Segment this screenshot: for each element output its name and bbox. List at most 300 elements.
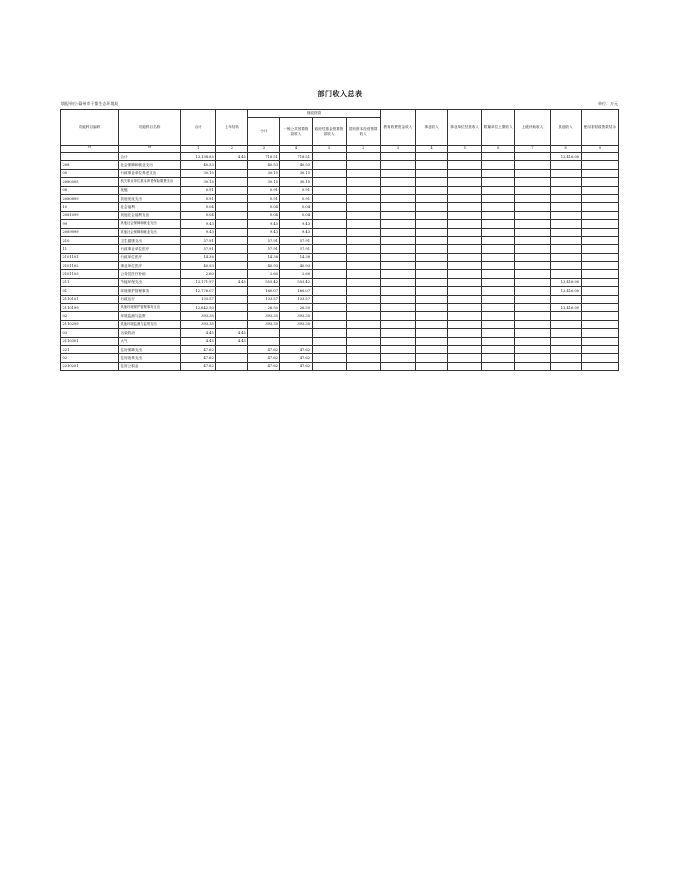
cell-subtotal: 160.07 xyxy=(248,287,280,295)
cell-code: 2210201 xyxy=(61,362,119,370)
cell-subordinate xyxy=(482,220,515,228)
cell-last-year xyxy=(216,169,248,177)
cell-special-fund xyxy=(380,270,415,278)
cell-last-year xyxy=(216,287,248,295)
cell-state-capital xyxy=(346,287,380,295)
cell-last-year xyxy=(216,178,248,186)
cell-subordinate xyxy=(482,287,515,295)
cell-business xyxy=(416,287,448,295)
cell-business xyxy=(416,245,448,253)
cell-total: 13,171.97 xyxy=(181,278,216,286)
cell-name: 行政事业单位医疗 xyxy=(118,245,180,253)
cell-general-budget: 0.04 xyxy=(280,211,312,219)
cell-subordinate xyxy=(482,312,515,320)
cell-state-capital xyxy=(346,161,380,169)
cell-general-budget: 2.60 xyxy=(280,270,312,278)
cell-gov-fund xyxy=(312,278,346,286)
cell-business xyxy=(416,304,448,312)
cell-subordinate xyxy=(482,320,515,328)
cell-total: 0.91 xyxy=(181,194,216,202)
cell-state-capital xyxy=(346,211,380,219)
cell-code: 08 xyxy=(61,186,119,194)
cell-subordinate xyxy=(482,337,515,345)
header-fiscal-group: 财政拨款 xyxy=(248,110,380,118)
cell-state-capital xyxy=(346,354,380,362)
cell-total: 9.43 xyxy=(181,220,216,228)
column-index-cell: 8 xyxy=(550,146,581,153)
cell-non-fiscal xyxy=(581,203,618,211)
cell-name: 行政事业单位养老支出 xyxy=(118,169,180,177)
column-index-cell: 2 xyxy=(216,146,248,153)
cell-subtotal: 47.62 xyxy=(248,345,280,353)
cell-gov-fund xyxy=(312,169,346,177)
cell-non-fiscal xyxy=(581,178,618,186)
cell-general-budget: 47.62 xyxy=(280,345,312,353)
cell-code: 03 xyxy=(61,329,119,337)
cell-non-fiscal xyxy=(581,228,618,236)
table-row xyxy=(61,253,619,261)
cell-operating xyxy=(448,262,482,270)
cell-special-fund xyxy=(380,161,415,169)
column-index-cell: ** xyxy=(118,146,180,153)
cell-operating xyxy=(448,354,482,362)
cell-gov-fund xyxy=(312,236,346,244)
cell-gov-fund xyxy=(312,194,346,202)
cell-business xyxy=(416,169,448,177)
cell-name: 机关事业单位基本养老保险缴费支出 xyxy=(118,178,180,186)
cell-non-fiscal xyxy=(581,329,618,337)
cell-subtotal: 14.38 xyxy=(248,253,280,261)
cell-state-capital xyxy=(346,169,380,177)
cell-gov-fund xyxy=(312,329,346,337)
cell-subtotal: 718.51 xyxy=(248,153,280,161)
cell-special-fund xyxy=(380,354,415,362)
cell-last-year xyxy=(216,262,248,270)
table-row xyxy=(61,186,619,194)
cell-non-fiscal xyxy=(581,354,618,362)
cell-name: 合计 xyxy=(118,153,180,161)
cell-business xyxy=(416,236,448,244)
cell-general-budget: 30.15 xyxy=(280,169,312,177)
cell-business xyxy=(416,220,448,228)
cell-subordinate xyxy=(482,278,515,286)
cell-state-capital xyxy=(346,329,380,337)
cell-subordinate xyxy=(482,236,515,244)
cell-operating xyxy=(448,245,482,253)
cell-last-year: 4.45 xyxy=(216,153,248,161)
cell-subtotal xyxy=(248,337,280,345)
cell-name: 大气 xyxy=(118,337,180,345)
cell-special-fund xyxy=(380,329,415,337)
cell-superior xyxy=(515,211,550,219)
cell-gov-fund xyxy=(312,186,346,194)
cell-state-capital xyxy=(346,228,380,236)
cell-subtotal: 553.42 xyxy=(248,278,280,286)
cell-business xyxy=(416,278,448,286)
cell-last-year: 4.45 xyxy=(216,337,248,345)
cell-operating xyxy=(448,362,482,370)
cell-non-fiscal xyxy=(581,253,618,261)
cell-code: 210 xyxy=(61,236,119,244)
cell-operating xyxy=(448,186,482,194)
cell-general-budget: 30.15 xyxy=(280,178,312,186)
cell-subtotal: 40.53 xyxy=(248,161,280,169)
cell-name: 卫生健康支出 xyxy=(118,236,180,244)
table-row xyxy=(61,211,619,219)
cell-general-budget: 47.62 xyxy=(280,362,312,370)
header-code: 功能科目编码 xyxy=(61,110,119,146)
cell-subordinate xyxy=(482,304,515,312)
header-state-capital: 国有资本经营预算收入 xyxy=(346,118,380,146)
cell-gov-fund xyxy=(312,270,346,278)
cell-total: 30.15 xyxy=(181,178,216,186)
cell-subordinate xyxy=(482,354,515,362)
table-row xyxy=(61,329,619,337)
header-operating: 事业单位经营收入 xyxy=(448,110,482,146)
cell-gov-fund xyxy=(312,203,346,211)
cell-other xyxy=(550,295,581,303)
cell-non-fiscal xyxy=(581,236,618,244)
cell-code: 2080505 xyxy=(61,178,119,186)
cell-special-fund xyxy=(380,253,415,261)
cell-total: 4.45 xyxy=(181,337,216,345)
cell-name: 住房改革支出 xyxy=(118,354,180,362)
cell-state-capital xyxy=(346,295,380,303)
cell-gov-fund xyxy=(312,304,346,312)
cell-superior xyxy=(515,345,550,353)
cell-gov-fund xyxy=(312,354,346,362)
cell-special-fund xyxy=(380,295,415,303)
cell-special-fund xyxy=(380,304,415,312)
cell-state-capital xyxy=(346,194,380,202)
cell-total: 47.62 xyxy=(181,362,216,370)
cell-state-capital xyxy=(346,186,380,194)
cell-last-year xyxy=(216,354,248,362)
cell-special-fund xyxy=(380,312,415,320)
cell-other xyxy=(550,220,581,228)
cell-subordinate xyxy=(482,262,515,270)
cell-code: 2101101 xyxy=(61,253,119,261)
cell-superior xyxy=(515,320,550,328)
cell-gov-fund xyxy=(312,253,346,261)
cell-superior xyxy=(515,278,550,286)
cell-last-year xyxy=(216,220,248,228)
cell-special-fund xyxy=(380,186,415,194)
column-index-cell: ** xyxy=(61,146,119,153)
cell-superior xyxy=(515,312,550,320)
cell-subordinate xyxy=(482,194,515,202)
cell-code: 2110101 xyxy=(61,295,119,303)
cell-code: 02 xyxy=(61,354,119,362)
cell-subordinate xyxy=(482,178,515,186)
cell-superior xyxy=(515,362,550,370)
cell-code: 99 xyxy=(61,220,119,228)
cell-code: 2080899 xyxy=(61,194,119,202)
column-index-cell: 9 xyxy=(581,146,618,153)
cell-business xyxy=(416,270,448,278)
income-summary-table xyxy=(60,109,619,371)
cell-last-year xyxy=(216,194,248,202)
cell-special-fund xyxy=(380,278,415,286)
cell-superior xyxy=(515,253,550,261)
cell-gov-fund xyxy=(312,228,346,236)
cell-general-budget: 9.43 xyxy=(280,228,312,236)
cell-operating xyxy=(448,228,482,236)
cell-operating xyxy=(448,178,482,186)
cell-name: 环境保护管理事务 xyxy=(118,287,180,295)
cell-operating xyxy=(448,278,482,286)
column-index-cell: 3 xyxy=(380,146,415,153)
reporting-unit: 填报单位:赣州市于都生态环境局 xyxy=(61,101,119,106)
cell-general-budget: 718.51 xyxy=(280,153,312,161)
column-index-cell: 1 xyxy=(181,146,216,153)
cell-other xyxy=(550,178,581,186)
cell-subordinate xyxy=(482,253,515,261)
cell-non-fiscal xyxy=(581,337,618,345)
cell-state-capital xyxy=(346,153,380,161)
cell-general-budget: 57.91 xyxy=(280,236,312,244)
cell-other xyxy=(550,262,581,270)
header-gov-fund: 政府性基金预算拨款收入 xyxy=(312,118,346,146)
cell-last-year xyxy=(216,203,248,211)
cell-business xyxy=(416,345,448,353)
cell-name: 其他环境监测与监察支出 xyxy=(118,320,180,328)
cell-operating xyxy=(448,194,482,202)
cell-special-fund xyxy=(380,320,415,328)
cell-code xyxy=(61,153,119,161)
cell-subtotal: 26.50 xyxy=(248,304,280,312)
cell-general-budget: 57.91 xyxy=(280,245,312,253)
column-index-cell: 2 xyxy=(346,146,380,153)
cell-general-budget: 553.42 xyxy=(280,278,312,286)
cell-other xyxy=(550,354,581,362)
cell-superior xyxy=(515,220,550,228)
cell-state-capital xyxy=(346,304,380,312)
cell-last-year xyxy=(216,320,248,328)
cell-business xyxy=(416,211,448,219)
header-other: 其他收入 xyxy=(550,110,581,146)
cell-total: 2.60 xyxy=(181,270,216,278)
cell-state-capital xyxy=(346,362,380,370)
cell-business xyxy=(416,312,448,320)
cell-name: 事业单位医疗 xyxy=(118,262,180,270)
header-business: 事业收入 xyxy=(416,110,448,146)
cell-operating xyxy=(448,220,482,228)
cell-name: 公务员医疗补助 xyxy=(118,270,180,278)
cell-operating xyxy=(448,253,482,261)
table-row xyxy=(61,287,619,295)
cell-name: 社会福利 xyxy=(118,203,180,211)
table-row xyxy=(61,161,619,169)
cell-business xyxy=(416,354,448,362)
cell-superior xyxy=(515,178,550,186)
cell-subordinate xyxy=(482,203,515,211)
cell-superior xyxy=(515,228,550,236)
header-total: 合计 xyxy=(181,110,216,146)
cell-state-capital xyxy=(346,253,380,261)
cell-general-budget: 0.04 xyxy=(280,203,312,211)
cell-subordinate xyxy=(482,295,515,303)
header-general-budget: 一般公共预算拨款收入 xyxy=(280,118,312,146)
cell-general-budget: 160.07 xyxy=(280,287,312,295)
cell-operating xyxy=(448,312,482,320)
cell-total: 9.43 xyxy=(181,228,216,236)
cell-operating xyxy=(448,287,482,295)
cell-other xyxy=(550,320,581,328)
cell-total: 0.91 xyxy=(181,186,216,194)
cell-last-year xyxy=(216,228,248,236)
cell-other xyxy=(550,203,581,211)
cell-code: 10 xyxy=(61,203,119,211)
cell-total: 57.91 xyxy=(181,236,216,244)
cell-name: 环境监测与监察 xyxy=(118,312,180,320)
cell-name: 其他环境保护管理事务支出 xyxy=(118,304,180,312)
cell-non-fiscal xyxy=(581,169,618,177)
cell-general-budget: 26.50 xyxy=(280,304,312,312)
cell-state-capital xyxy=(346,312,380,320)
cell-code: 05 xyxy=(61,169,119,177)
cell-last-year xyxy=(216,245,248,253)
cell-superior xyxy=(515,354,550,362)
table-row xyxy=(61,337,619,345)
cell-last-year xyxy=(216,161,248,169)
cell-code: 2081099 xyxy=(61,211,119,219)
cell-total: 12,776.07 xyxy=(181,287,216,295)
cell-general-budget: 393.35 xyxy=(280,320,312,328)
cell-business xyxy=(416,253,448,261)
cell-state-capital xyxy=(346,178,380,186)
cell-total: 47.62 xyxy=(181,345,216,353)
cell-subtotal: 9.43 xyxy=(248,220,280,228)
cell-other xyxy=(550,253,581,261)
cell-other xyxy=(550,169,581,177)
cell-code: 221 xyxy=(61,345,119,353)
page-title: 部门收入总表 xyxy=(317,89,363,98)
cell-superior xyxy=(515,287,550,295)
cell-non-fiscal xyxy=(581,211,618,219)
cell-special-fund xyxy=(380,228,415,236)
cell-state-capital xyxy=(346,270,380,278)
table-row xyxy=(61,304,619,312)
cell-total: 57.91 xyxy=(181,245,216,253)
cell-name: 住房公积金 xyxy=(118,362,180,370)
cell-subordinate xyxy=(482,161,515,169)
cell-code: 11 xyxy=(61,245,119,253)
cell-name: 抚恤 xyxy=(118,186,180,194)
cell-subtotal: 9.43 xyxy=(248,228,280,236)
cell-other xyxy=(550,362,581,370)
cell-general-budget: 393.35 xyxy=(280,312,312,320)
cell-state-capital xyxy=(346,320,380,328)
cell-subtotal: 393.35 xyxy=(248,320,280,328)
cell-last-year xyxy=(216,304,248,312)
cell-business xyxy=(416,295,448,303)
cell-subordinate xyxy=(482,153,515,161)
cell-subtotal: 0.04 xyxy=(248,203,280,211)
cell-subtotal: 393.35 xyxy=(248,312,280,320)
cell-name: 住房保障支出 xyxy=(118,345,180,353)
cell-superior xyxy=(515,245,550,253)
cell-superior xyxy=(515,270,550,278)
cell-other xyxy=(550,270,581,278)
column-index-row xyxy=(61,146,619,153)
cell-superior xyxy=(515,262,550,270)
cell-non-fiscal xyxy=(581,270,618,278)
header-name: 功能科目名称 xyxy=(118,110,180,146)
cell-operating xyxy=(448,203,482,211)
cell-subtotal: 0.91 xyxy=(248,194,280,202)
cell-name: 社会保障和就业支出 xyxy=(118,161,180,169)
cell-business xyxy=(416,194,448,202)
cell-non-fiscal xyxy=(581,345,618,353)
cell-non-fiscal xyxy=(581,220,618,228)
cell-business xyxy=(416,186,448,194)
column-index-cell: 5 xyxy=(448,146,482,153)
column-index-cell: 4 xyxy=(416,146,448,153)
cell-business xyxy=(416,153,448,161)
cell-non-fiscal xyxy=(581,245,618,253)
cell-other xyxy=(550,236,581,244)
cell-superior xyxy=(515,295,550,303)
cell-business xyxy=(416,178,448,186)
cell-other xyxy=(550,337,581,345)
cell-code: 208 xyxy=(61,161,119,169)
cell-last-year: 4.45 xyxy=(216,329,248,337)
cell-other xyxy=(550,345,581,353)
cell-name: 其他社会保障和就业支出 xyxy=(118,228,180,236)
cell-superior xyxy=(515,337,550,345)
cell-general-budget: 0.91 xyxy=(280,186,312,194)
cell-gov-fund xyxy=(312,220,346,228)
cell-last-year xyxy=(216,295,248,303)
cell-superior xyxy=(515,186,550,194)
cell-gov-fund xyxy=(312,153,346,161)
cell-gov-fund xyxy=(312,161,346,169)
cell-other: 12,416.00 xyxy=(550,304,581,312)
cell-other xyxy=(550,161,581,169)
column-index-cell: 7 xyxy=(515,146,550,153)
cell-gov-fund xyxy=(312,178,346,186)
cell-operating xyxy=(448,337,482,345)
cell-last-year xyxy=(216,211,248,219)
cell-subtotal: 47.62 xyxy=(248,354,280,362)
cell-state-capital xyxy=(346,203,380,211)
cell-state-capital xyxy=(346,278,380,286)
cell-special-fund xyxy=(380,362,415,370)
cell-operating xyxy=(448,270,482,278)
cell-operating xyxy=(448,304,482,312)
column-index-cell: 4 xyxy=(280,146,312,153)
cell-subordinate xyxy=(482,345,515,353)
cell-gov-fund xyxy=(312,245,346,253)
cell-last-year xyxy=(216,236,248,244)
cell-total: 12,642.50 xyxy=(181,304,216,312)
cell-non-fiscal xyxy=(581,287,618,295)
cell-subordinate xyxy=(482,169,515,177)
column-index-cell: 6 xyxy=(482,146,515,153)
cell-other xyxy=(550,312,581,320)
cell-subtotal: 0.91 xyxy=(248,186,280,194)
cell-general-budget: 9.43 xyxy=(280,220,312,228)
cell-total: 47.62 xyxy=(181,354,216,362)
cell-total: 0.04 xyxy=(181,203,216,211)
currency-unit: 单位：万元 xyxy=(598,101,618,106)
cell-superior xyxy=(515,236,550,244)
table-row xyxy=(61,220,619,228)
cell-code: 2089999 xyxy=(61,228,119,236)
cell-subordinate xyxy=(482,270,515,278)
table-row xyxy=(61,312,619,320)
